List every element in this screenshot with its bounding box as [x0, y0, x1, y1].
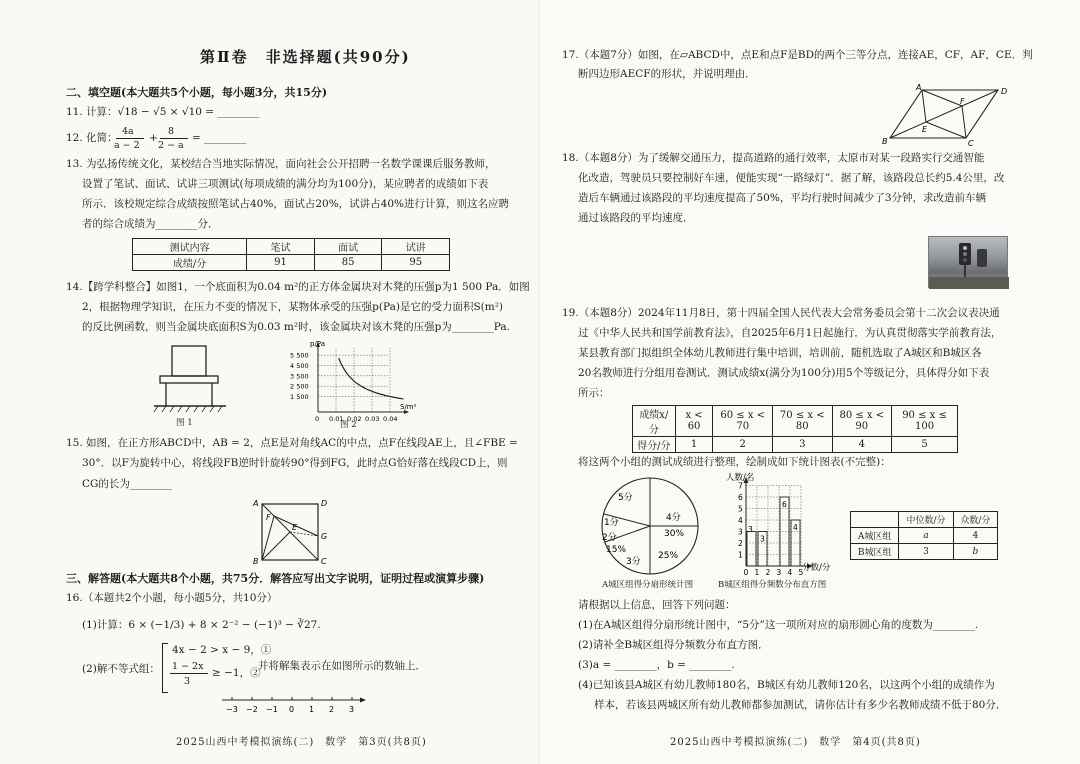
graph-y-tick: 5 500 [290, 351, 309, 360]
svg-text:2分: 2分 [602, 533, 617, 543]
number-line-label: −3 [226, 705, 238, 714]
q17-line1: 17.（本题7分）如图，在▱ABCD中，点E和点F是BD的两个三等分点，连接AE，CF，AF，CE．判 [562, 49, 1033, 61]
q19-part1: (1)在A城区组得分扇形统计图中，“5分”这一项所对应的扇形圆心角的度数为________. [578, 619, 979, 631]
section-title: 第Ⅱ卷 非选择题(共90分) [200, 48, 411, 66]
graph-x-tick: 0.01 [329, 415, 344, 423]
q19-grade-table: 成绩x/分 x < 60 60 ≤ x < 70 70 ≤ x < 80 80 ≤ x < 90 90 ≤ x ≤ 100 得分/分 1 2 3 4 5 [632, 405, 958, 453]
graph-y-tick: 4 500 [290, 362, 309, 370]
q15-line3: CG的长为________ [82, 478, 172, 490]
number-line-label: 1 [309, 705, 315, 714]
footer-left: 2025山西中考模拟演练(二) 数学 第3页(共8页) [176, 737, 427, 748]
histogram-bar-label: 3 [760, 534, 765, 544]
q18-line3: 造后车辆通过该路段的平均速度提高了50%，平均行驶时间减少了3分钟，求改造前车辆 [578, 192, 987, 204]
histogram-y-tick: 4 [738, 516, 743, 525]
histogram-x-tick: 4 [787, 568, 793, 577]
svg-text:25%: 25% [658, 551, 679, 561]
number-line-label: −2 [246, 705, 258, 714]
q19-line5: 所示： [578, 387, 610, 399]
q17-line2: 断四边形AECF的形状，并说明理由． [578, 68, 756, 80]
left-page: 第Ⅱ卷 非选择题(共90分) 二、填空题(本大题共5个小题，每小题3分，共15分) 11. 计算：√18 − √5 × √10 = ________ 12. 化简： 4a a − 2 + 8 2 − a = ________ 13. 为弘扬传统文化，某校结合当地实际情况，面向社会公开招聘一名数学课课后服务教师， 设置了笔试、面试、试讲三项测试(每项成绩的满分均为100分)，某应聘者的成绩如下表 所示．该校规定综合成绩按照笔试占40%，面试占20%，试讲占40%进行计算，则这名应聘 者的综合成绩为________分． 测试内容 笔试 面试 试讲 成绩/分 91 85 95 14.【跨学科整合】如图1，一个底面积为0.04 m²的正方体金属块对木凳的压强p为1 500 Pa．如图 2，根据物理学知识，在压力不变的情况下，某物体承受的压强p(Pa)是它的受力面积S(m²) 的反比例函数，则当金属块底面积S为0.03 m²时，该金属块对该木凳的压强p为________Pa. 图 1 p/Pa S/m² 5 500 4 500 3 500 2 500 1 500 0 0.01 0.02 0.03 0.04 图 2 15. 如图，在正方形ABCD中，AB = 2，点E是对角线AC的中点，点F在线段AE上，且∠FBE = 30°．以F为旋转中心，将线段FB逆时针旋转90°得到FG，此时点G恰好落在线段CD上，则 CG的长为________ A D B C E F G 三、解答题(本大题共8个小题，共75分．解答应写出文字说明，证明过程或演算步骤) 16.（本题共2个小题，每小题5分，共10分） (1)计算：6 × (−1/3) + 8 × 2⁻² − (−1)³ − ∛27. (2)解不等式组： 4x − 2 > x − 9，① 1 − 2x 3 ≥ −1，② 并将解集表示在如图所示的数轴上． −3 −2 −1 0 1 2 3 2025山西中考模拟演练(二) 数学 第3页(共8页) [0, 0, 540, 764]
figure2-graph [288, 340, 418, 423]
graph-x-tick: 0 [315, 415, 320, 423]
q19-line4: 20名教师进行分组用卷测试．测试成绩x(满分为100分)用5个等级记分，具体得分如下表 [578, 367, 990, 379]
graph-y-tick: 3 500 [290, 372, 309, 381]
histogram-y-tick: 5 [738, 504, 743, 514]
footer-right: 2025山西中考模拟演练(二) 数学 第4页(共8页) [670, 737, 921, 748]
pie-caption: A城区组得分扇形统计图 [602, 580, 694, 590]
figure1-stool [150, 342, 230, 420]
svg-text:D: D [321, 499, 328, 508]
histogram-bar-label: 3 [748, 525, 753, 534]
histogram-x-tick: 5 [798, 568, 804, 577]
q14-line2: 2，根据物理学知识，在压力不变的情况下，某物体承受的压强p(Pa)是它的受力面积S(m²) [82, 301, 503, 313]
q13-line3: 所示．该校规定综合成绩按照笔试占40%，面试占20%，试讲占40%进行计算，则这名应聘 [82, 198, 510, 210]
q11: 11. 计算：√18 − √5 × √10 = ________ [66, 106, 260, 118]
svg-text:E: E [922, 125, 928, 134]
svg-text:3分: 3分 [626, 557, 641, 567]
graph-y-tick: 2 500 [290, 382, 309, 391]
q15-square-figure [250, 498, 340, 566]
histogram-x-tick: 1 [754, 568, 760, 577]
svg-text:F: F [266, 513, 271, 522]
svg-text:4分: 4分 [666, 513, 681, 523]
q18-line2: 化改造，驾驶员只要控制好车速，便能实现“一路绿灯”．据了解，该路段总长约5.4公里，改 [578, 172, 1005, 184]
svg-text:C: C [968, 139, 974, 148]
svg-text:5分: 5分 [618, 493, 633, 503]
graph-x-label: S/m² [400, 403, 417, 411]
q19-line2: 过《中华人民共和国学前教育法》，自2025年6月1日起施行．为认真贯彻落实学前教育法， [578, 327, 1002, 339]
traffic-light-photo [928, 236, 1008, 288]
histogram-x-tick: 3 [776, 568, 782, 577]
histogram-b [726, 473, 840, 578]
q19-part4-line2: 样本，若该县两城区所有幼儿教师都参加测试，请你估计有多少名教师成绩不低于80分． [594, 699, 1007, 711]
histogram-x-tick: 0 [743, 568, 749, 577]
svg-text:B: B [882, 137, 888, 146]
histogram-y-tick: 3 [738, 527, 743, 537]
histogram-y-tick: 6 [738, 493, 743, 502]
q18-line4: 通过该路段的平均速度． [578, 212, 694, 224]
q14-line1: 14.【跨学科整合】如图1，一个底面积为0.04 m²的正方体金属块对木凳的压强p为1 500 Pa．如图 [66, 281, 530, 293]
q18-line1: 18.（本题8分）为了缓解交通压力，提高道路的通行效率，太原市对某一段路实行交通智能 [562, 152, 985, 164]
solve-heading: 三、解答题(本大题共8个小题，共75分．解答应写出文字说明，证明过程或演算步骤) [66, 572, 485, 585]
q19-line3: 某县教育部门拟组织全体幼儿教师进行集中培训，培训前，随机选取了A城区和B城区各 [578, 347, 982, 359]
q19-ask: 请根据以上信息，回答下列问题： [578, 599, 736, 611]
svg-text:15%: 15% [606, 545, 627, 555]
svg-text:A: A [253, 499, 259, 508]
histogram-y-label: 人数/名 [726, 473, 755, 483]
svg-text:C: C [321, 557, 327, 566]
q17-parallelogram [880, 83, 1010, 148]
q15-line2: 30°．以F为旋转中心，将线段FB逆时针旋转90°得到FG，此时点G恰好落在线段CD上，则 [82, 457, 508, 469]
graph-x-tick: 0.02 [347, 415, 362, 423]
q16: 16.（本题共2个小题，每小题5分，共10分） [66, 592, 278, 604]
svg-text:30%: 30% [664, 529, 685, 539]
number-line-label: 2 [329, 705, 335, 714]
figure2-caption: 图 2 [340, 420, 357, 430]
q19-line6: 将这两个小组的测试成绩进行整理，绘制成如下统计图表(不完整)： [578, 456, 891, 468]
right-page [540, 0, 1080, 764]
q14-line3: 的反比例函数，则当金属块底面积S为0.03 m²时，该金属块对该木凳的压强p为________Pa. [82, 321, 510, 333]
svg-text:F: F [960, 97, 965, 106]
q13-line1: 13. 为弘扬传统文化，某校结合当地实际情况，面向社会公开招聘一名数学课课后服务教师， [66, 158, 496, 170]
svg-text:B: B [253, 557, 259, 566]
histogram-caption: B城区组得分频数分布直方图 [718, 580, 827, 590]
figure1-caption: 图 1 [176, 418, 193, 428]
q16-part1: (1)计算：6 × (−1/3) + 8 × 2⁻² − (−1)³ − ∛27. [82, 619, 321, 631]
q19-stat-table: 中位数/分 众数/分 A城区组 a 4 B城区组 3 b [850, 511, 998, 560]
number-line-label: −1 [266, 705, 278, 714]
histogram-y-tick: 7 [738, 481, 743, 491]
number-line [218, 694, 368, 718]
svg-text:D: D [1001, 87, 1008, 96]
svg-text:A: A [916, 83, 922, 92]
q19-part4-line1: (4)已知该县A城区有幼儿教师180名，B城区有幼儿教师120名，以这两个小组的成绩作为 [578, 679, 995, 691]
histogram-bar-label: 6 [782, 500, 787, 509]
pie-chart-a [598, 474, 710, 580]
number-line-label: 0 [289, 705, 295, 714]
q13-line2: 设置了笔试、面试、试讲三项测试(每项成绩的满分均为100分)，某应聘者的成绩如下表 [82, 178, 489, 190]
svg-text:E: E [292, 523, 298, 532]
q19-part3: (3)a = ________，b = ________. [578, 659, 735, 671]
q19-part2: (2)请补全B城区组得分频数分布直方图． [578, 639, 769, 651]
graph-x-tick: 0.03 [365, 415, 380, 423]
histogram-bar [747, 532, 756, 567]
svg-text:G: G [321, 532, 328, 541]
histogram-x-label: 分数/分 [802, 563, 831, 573]
svg-text:1分: 1分 [604, 518, 619, 528]
graph-x-tick: 0.04 [383, 415, 398, 423]
graph-y-tick: 1 500 [290, 393, 309, 401]
q13-line4: 者的综合成绩为________分． [82, 218, 219, 230]
histogram-bar-label: 4 [793, 523, 798, 532]
histogram-y-tick: 1 [738, 550, 743, 560]
histogram-x-tick: 2 [765, 568, 771, 577]
q15-line1: 15. 如图，在正方形ABCD中，AB = 2，点E是对角线AC的中点，点F在线段AE上，且∠FBE = [66, 437, 518, 449]
q19-line1: 19.（本题8分）2024年11月8日，第十四届全国人民代表大会常务委员会第十二次会议表决通 [562, 307, 1000, 319]
fill-blank-heading: 二、填空题(本大题共5个小题，每小题3分，共15分) [66, 86, 328, 99]
q13-score-table: 测试内容 笔试 面试 试讲 成绩/分 91 85 95 [132, 238, 450, 271]
graph-y-label: p/Pa [310, 340, 325, 348]
number-line-label: 3 [349, 705, 355, 714]
histogram-y-tick: 2 [738, 539, 743, 548]
